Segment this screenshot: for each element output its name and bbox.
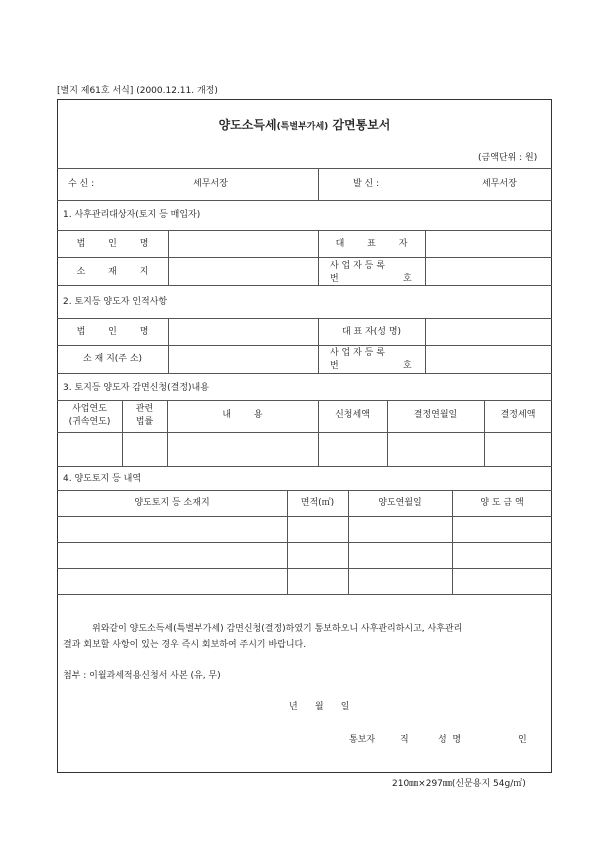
s2-bizno-label-2a: 번 <box>330 361 339 371</box>
notice-text-line1: 위와같이 양도소득세(특별부가세) 감면신청(결정)하였기 통보하오니 사후관리하시고, 사후관리 <box>92 624 463 634</box>
s2-bizno-label-2b: 호 <box>403 361 412 371</box>
to-label: 수 신 : <box>68 179 95 189</box>
section1-heading: 1. 사후관리대상자(토지 등 매입자) <box>63 210 201 220</box>
paper-spec: 210㎜×297㎜(신문용지 54g/㎡) <box>392 779 526 789</box>
s2-address-label: 소 재 지(주 소) <box>82 354 143 364</box>
s3-col-year-1: 사업연도 <box>72 404 107 414</box>
s1-bizno-label-1: 사 업 자 등 록 <box>330 261 385 271</box>
s1-representative-label: 대 표 자 <box>335 239 408 249</box>
s4-col-transfer-date: 양도연월일 <box>378 498 422 508</box>
s2-representative-label: 대 표 자(성 명) <box>341 327 402 337</box>
section4-heading: 4. 양도토지 등 내역 <box>63 474 142 484</box>
sender-label: 통보자 <box>349 735 376 745</box>
s3-col-year-2: (귀속연도) <box>68 417 111 427</box>
notice-text-line2: 결과 회보할 사항이 있는 경우 즉시 회보하여 주시기 바랍니다. <box>63 640 307 650</box>
s4-col-location: 양도토지 등 소재지 <box>134 498 210 508</box>
name-label: 성 명 <box>438 735 462 745</box>
s3-col-law-1: 관련 <box>135 404 154 414</box>
from-value: 세무서장 <box>482 179 517 189</box>
s4-col-transfer-amount: 양 도 금 액 <box>480 498 524 508</box>
s1-address-label: 소 재 지 <box>76 267 149 277</box>
section2-heading: 2. 토지등 양도자 인적사항 <box>63 297 168 307</box>
s1-bizno-label-2b: 호 <box>403 274 412 284</box>
s3-col-requested-tax: 신청세액 <box>335 410 370 420</box>
s2-bizno-label-1: 사 업 자 등 록 <box>330 348 385 358</box>
from-label: 발 신 : <box>353 179 380 189</box>
date-line: 년 월 일 <box>289 702 350 712</box>
seal-label: 인 <box>518 735 527 745</box>
s1-bizno-label-2a: 번 <box>330 274 339 284</box>
position-label: 직 <box>400 735 409 745</box>
s3-col-content: 내 용 <box>222 410 263 420</box>
amount-unit-note: (금액단위 : 원) <box>478 153 538 163</box>
form-title: 양도소득세(특별부가세) 감면통보서 <box>218 118 391 132</box>
s3-col-decided-tax: 결정세액 <box>500 410 536 420</box>
s3-col-decision-date: 결정연월일 <box>413 410 458 420</box>
to-value: 세무서장 <box>193 179 228 189</box>
form-number: [별지 제61호 서식] (2000.12.11. 개정) <box>57 86 218 96</box>
s4-col-area: 면적(㎡) <box>300 498 335 508</box>
s3-col-law-2: 법률 <box>135 417 154 427</box>
s2-corp-name-label: 법 인 명 <box>76 327 149 337</box>
attachment-note: 첨부 : 이월과세적용신청서 사본 (유, 무) <box>63 671 221 681</box>
s1-corp-name-label: 법 인 명 <box>76 239 149 249</box>
section3-heading: 3. 토지등 양도자 감면신청(결정)내용 <box>63 383 209 393</box>
